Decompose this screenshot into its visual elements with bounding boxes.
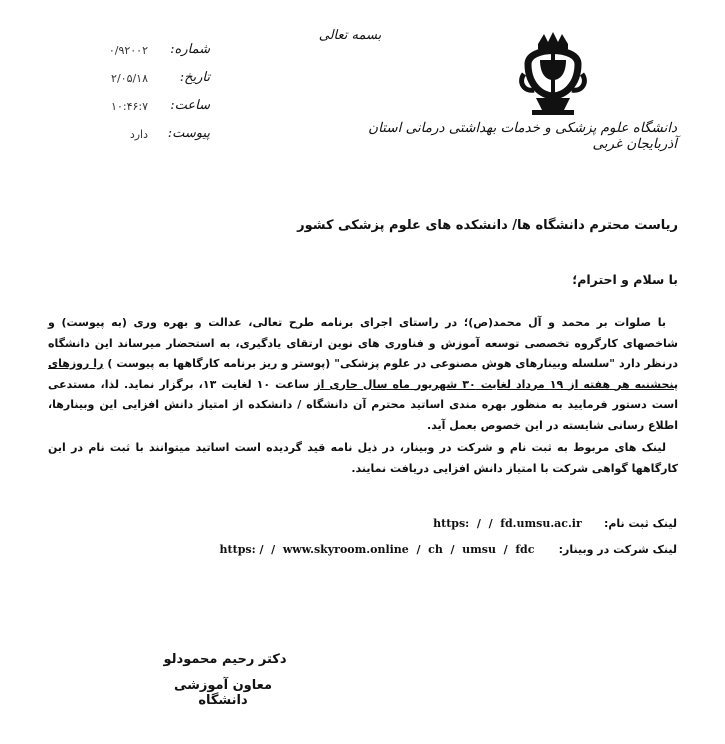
body-paragraph-2: لینک های مربوط به ثبت نام و شرکت در وبینار، در ذیل نامه قید گردیده است اساتید میتوانند با ثبت نام در این کارگاهها گواهی شرکت با امتیاز دانش افزایی دریافت نمایند. <box>48 441 678 475</box>
registration-link[interactable]: https: / / fd.umsu.ac.ir <box>433 517 582 530</box>
signatory-title: معاون آموزشی دانشگاه <box>173 678 273 708</box>
paragraph-1-part-b: ساعت ۱۰ لغایت ۱۳، برگزار نماید. لذا، مستدعی است دستور فرمایید به منظور بهره مندی اساتید محترم آن دانشگاه / دانشکده از امتیاز دانش افزایی این وبینارها، اطلاع رسانی شایسته در این خصوص بعمل آید. <box>48 377 678 432</box>
paragraph-1-underlined: را روزهای پنجشنبه هر هفته از ۱۹ مرداد لغایت ۳۰ شهریور ماه سال جاری از <box>48 357 679 391</box>
time-label: ساعت: <box>170 98 210 113</box>
webinar-link-label: لینک شرکت در وبینار: <box>558 543 677 556</box>
registration-link-label: لینک ثبت نام: <box>603 517 677 530</box>
letter-time-row <box>70 98 210 118</box>
date-value: ۲/۰۵/۱۸ <box>111 72 148 85</box>
greeting-line: با سلام و احترام؛ <box>572 272 678 287</box>
webinar-link-row <box>220 538 677 557</box>
paragraph-1-part-a: با صلوات بر محمد و آل محمد(ص)؛ در راستای اجرای برنامه طرح تعالی، عدالت و بهره وری (به پیوست) و شاخصهای کارگروه تخصصی توسعه آموزش و فناوری های نوین ارتقای یادگیری، به استحضار میرساند این دانشگاه درنظر دارد "سلسله وبینارهای هوش مصنوعی در علوم پزشکی" (پوستر و ریز برنامه کارگاهها به پیوست ) <box>48 316 678 370</box>
letter-number-row <box>70 42 210 62</box>
university-emblem-icon <box>518 30 588 116</box>
university-name: دانشگاه علوم پزشکی و خدمات بهداشتی درمانی استان آذربایجان غربی <box>368 120 677 152</box>
signatory-name: دکتر رحیم محمودلو <box>163 652 287 667</box>
number-value: ۰/۹۲۰۰۲ <box>108 44 148 57</box>
letter-attachment-row <box>70 126 210 146</box>
time-value: ۱۰:۴۶:۷ <box>111 100 148 113</box>
date-label: تاریخ: <box>179 70 210 85</box>
letter-body <box>48 313 678 479</box>
attachment-label: پیوست: <box>167 126 210 141</box>
registration-link-row <box>433 512 677 531</box>
webinar-link[interactable]: https: / / www.skyroom.online / ch / umsu / fdc <box>219 543 535 556</box>
attachment-value: دارد <box>129 128 148 141</box>
letter-date-row <box>70 70 210 90</box>
basmala-heading: بسمه تعالی <box>318 28 382 43</box>
number-label: شماره: <box>170 42 210 57</box>
body-paragraph-1 <box>48 313 678 436</box>
recipient-line: ریاست محترم دانشگاه ها/ دانشکده های علوم پزشکی کشور <box>297 218 678 233</box>
